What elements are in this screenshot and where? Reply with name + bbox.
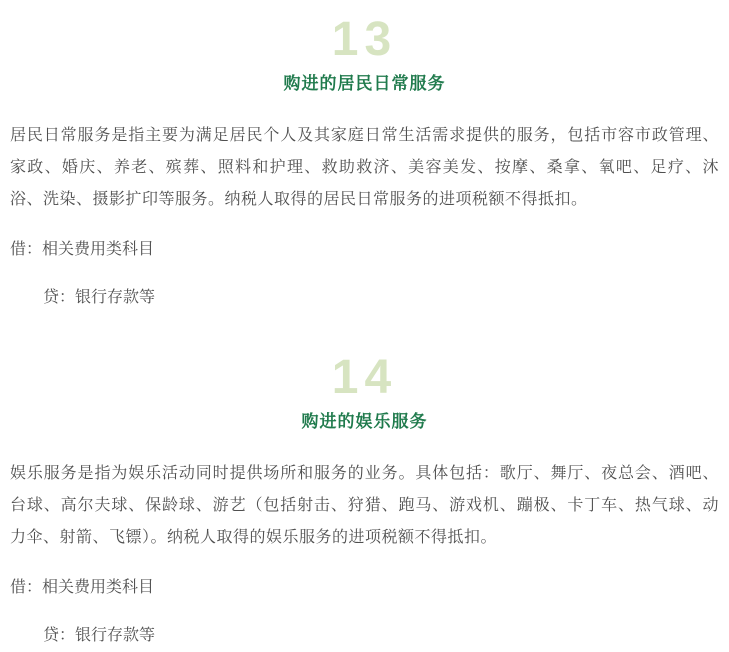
journal-entry-debit: 借：相关费用类科目 (10, 241, 155, 258)
journal-entry-credit: 贷：银行存款等 (43, 627, 156, 644)
journal-entry-credit: 贷：银行存款等 (43, 289, 156, 306)
journal-entry-debit: 借：相关费用类科目 (10, 579, 155, 596)
section-13 (10, 0, 719, 314)
section-paragraph: 居民日常服务是指主要为满足居民个人及其家庭日常生活需求提供的服务，包括市容市政管理、家政、婚庆、养老、殡葬、照料和护理、救助救济、美容美发、按摩、桑拿、氧吧、足疗、沐浴、洗染、摄影扩印等服务。纳税人取得的居民日常服务的进项税额不得抵扣。 (10, 127, 719, 208)
section-title: 购进的居民日常服务 (283, 74, 446, 93)
section-14-header (10, 351, 719, 432)
section-13-header (10, 0, 719, 94)
section-number: 14 (331, 351, 398, 404)
section-14 (10, 351, 719, 652)
section-paragraph: 娱乐服务是指为娱乐活动同时提供场所和服务的业务。具体包括：歌厅、舞厅、夜总会、酒吧、台球、高尔夫球、保龄球、游艺（包括射击、狩猎、跑马、游戏机、蹦极、卡丁车、热气球、动力伞、射箭、飞镖）。纳税人取得的娱乐服务的进项税额不得抵扣。 (10, 465, 719, 546)
section-number: 13 (331, 13, 398, 66)
section-title: 购进的娱乐服务 (301, 412, 428, 431)
